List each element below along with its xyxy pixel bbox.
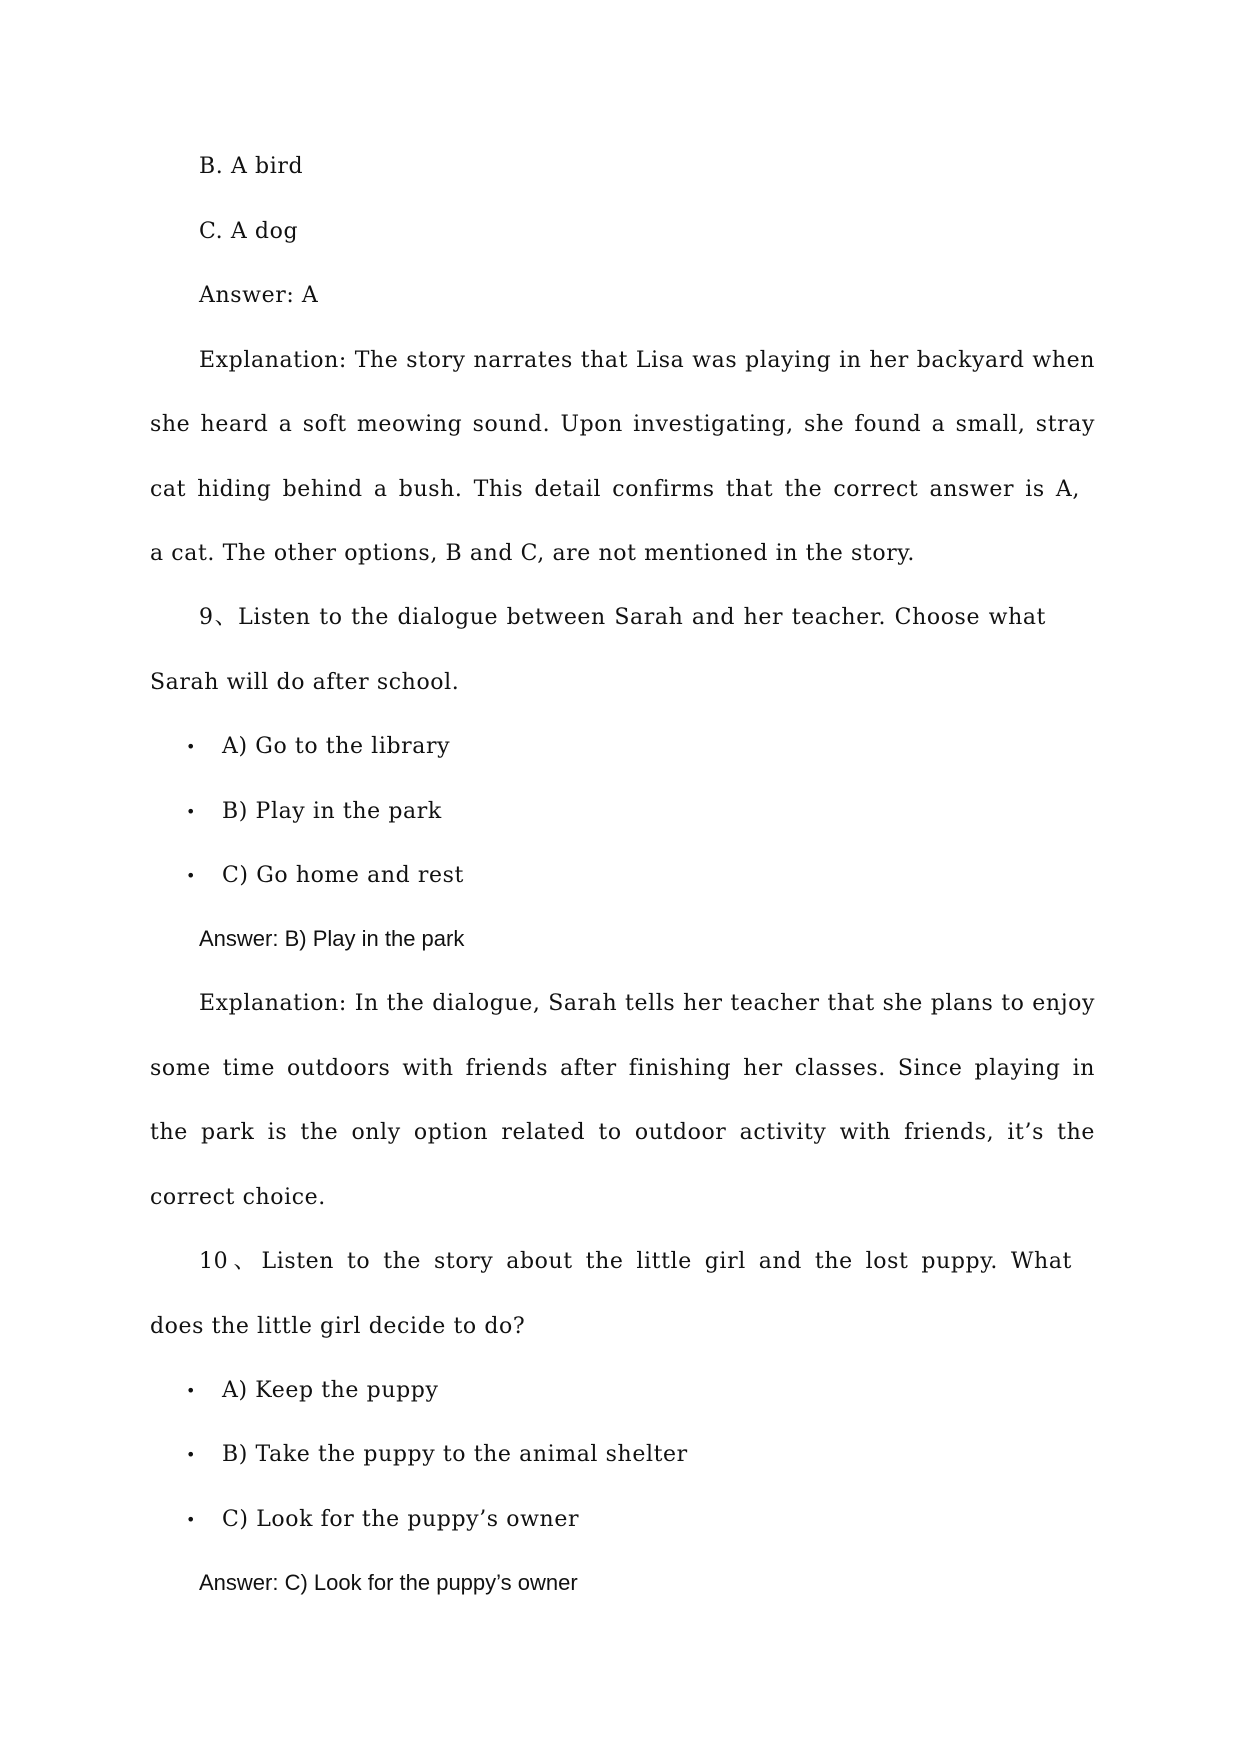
q10-option-c [186,1505,1131,1535]
bullet-icon: • [186,802,197,821]
bullet-icon: • [186,1510,197,1529]
option-label: C) Look for the puppy’s owner [222,1507,580,1532]
q8-option-c: C. A dog [199,219,299,244]
q10-option-a [186,1376,1131,1406]
q9-question-line: Sarah will do after school. [150,670,460,695]
bullet-icon: • [186,1381,197,1400]
bullet-icon: • [186,1445,197,1464]
option-label: A) Go to the library [222,734,451,759]
option-label: B) Take the puppy to the animal shelter [222,1442,688,1467]
q9-explanation-line: Explanation: In the dialogue, Sarah tells her teacher that she plans to enjoy [199,991,1095,1016]
q8-explanation-line: Explanation: The story narrates that Lisa was playing in her backyard when [199,348,1095,373]
q8-option-b: B. A bird [199,154,304,179]
q9-option-c [186,861,1131,891]
q9-explanation-line: the park is the only option related to outdoor activity with friends, it’s the [150,1120,1095,1145]
q10-question-line: 10、Listen to the story about the little girl and the lost puppy. What [199,1249,1072,1274]
q9-question-line: 9、Listen to the dialogue between Sarah and her teacher. Choose what [199,605,1046,630]
q10-answer: Answer: C) Look for the puppy’s owner [199,1570,578,1595]
bullet-icon: • [186,737,197,756]
q8-answer: Answer: A [199,283,319,308]
q9-option-a [186,732,1131,762]
q8-explanation-line: a cat. The other options, B and C, are not mentioned in the story. [150,541,916,566]
q8-explanation-line: cat hiding behind a bush. This detail confirms that the correct answer is A, [150,477,1080,502]
q9-explanation-line: correct choice. [150,1185,326,1210]
q9-explanation-line: some time outdoors with friends after finishing her classes. Since playing in [150,1056,1095,1081]
option-label: A) Keep the puppy [222,1378,439,1403]
bullet-icon: • [186,866,197,885]
q10-question-line: does the little girl decide to do? [150,1314,526,1339]
q9-answer: Answer: B) Play in the park [199,926,465,951]
option-label: C) Go home and rest [222,863,464,888]
option-label: B) Play in the park [222,799,442,824]
q10-option-b [186,1440,1131,1470]
q9-option-b [186,797,1131,827]
q8-explanation-line: she heard a soft meowing sound. Upon investigating, she found a small, stray [150,412,1095,437]
